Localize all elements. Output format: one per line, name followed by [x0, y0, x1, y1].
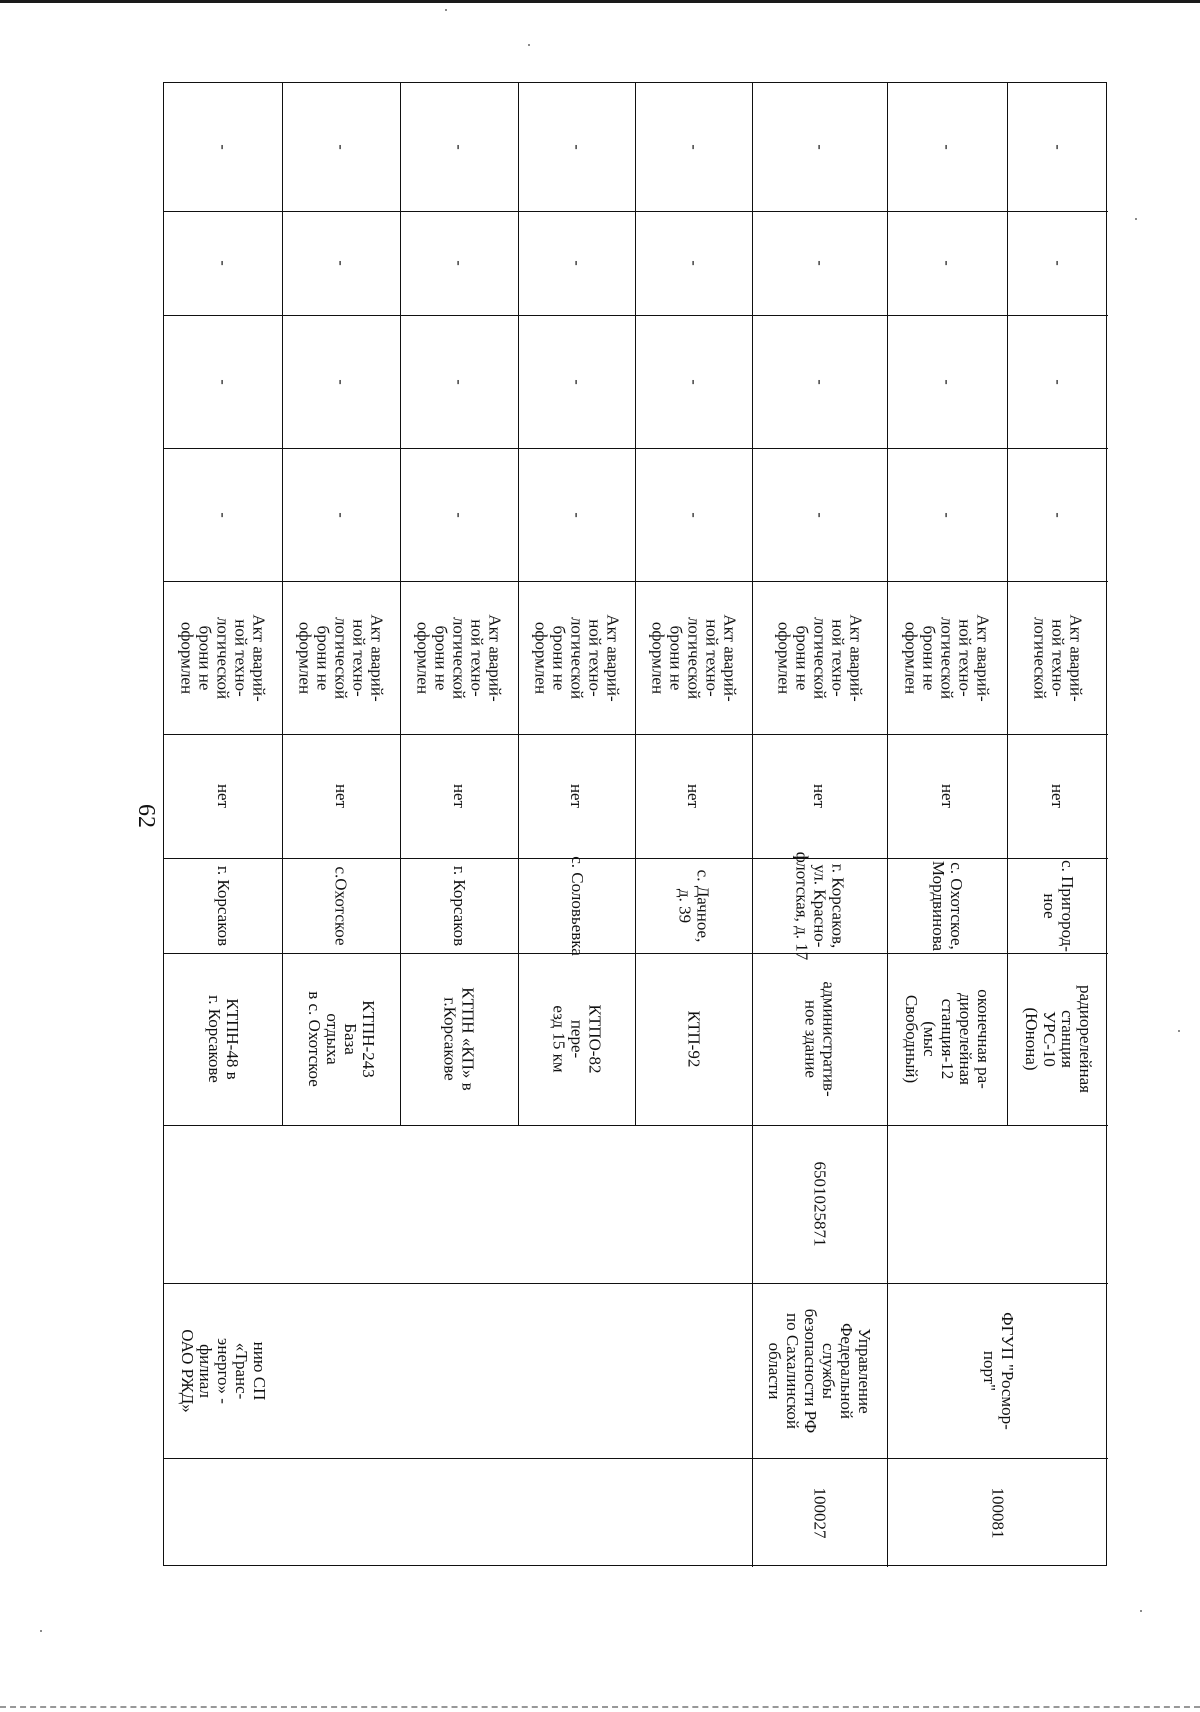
- cell-text: -: [568, 378, 586, 385]
- cell-text: нет: [213, 783, 233, 809]
- cell-text: -: [450, 144, 468, 150]
- cell-text: с. Соловьевка: [567, 855, 587, 956]
- cell-c10: [164, 211, 282, 315]
- cell-act: [887, 581, 1007, 734]
- cell-text: -: [214, 511, 232, 518]
- cell-text: -: [938, 511, 956, 518]
- cell-text: -: [568, 144, 586, 150]
- cell-text: -: [568, 260, 586, 266]
- cell-c10: [1007, 211, 1108, 315]
- cell-text: -: [214, 378, 232, 385]
- cell-c8: [635, 448, 752, 581]
- cell-address: [635, 858, 752, 953]
- cell-flag: [1007, 734, 1108, 858]
- cell-text: Акт аварий- ной техно- логической брони не оформлен: [902, 613, 993, 702]
- cell-text: -: [214, 260, 232, 266]
- scan-speck: [528, 44, 530, 46]
- scan-speck: [1178, 1030, 1180, 1032]
- cell-text: нет: [1048, 783, 1068, 809]
- cell-text: 100027: [810, 1487, 830, 1538]
- cell-text: г. Корсаков, ул. Красно- флотская, д. 17: [792, 851, 848, 960]
- cell-object: [752, 953, 887, 1125]
- cell-text: 100081: [988, 1487, 1008, 1538]
- cell-text: -: [332, 144, 350, 150]
- cell-c9: [887, 315, 1007, 448]
- cell-text: нет: [449, 783, 469, 809]
- cell-address: [887, 858, 1007, 953]
- cell-c9: [752, 315, 887, 448]
- cell-text: -: [938, 144, 956, 150]
- cell-text: -: [1049, 260, 1067, 266]
- cell-text: -: [938, 378, 956, 385]
- cell-text: -: [332, 511, 350, 518]
- cell-text: радиорелейная станция УРС-10 (Юнона): [1021, 985, 1095, 1093]
- cell-text: г. Корсаков: [214, 865, 233, 946]
- cell-text: -: [685, 511, 703, 518]
- cell-text: -: [685, 378, 703, 385]
- cell-org: [887, 1283, 1108, 1458]
- cell-c10: [752, 211, 887, 315]
- cell-text: Акт аварий- ной техно- логической брони не оформлен: [774, 613, 866, 702]
- cell-flag: [635, 734, 752, 858]
- cell-text: КТПН-243 База отдыха в с. Охотское: [305, 991, 378, 1087]
- cell-c8: [887, 448, 1007, 581]
- cell-text: нет: [684, 783, 704, 809]
- cell-c9: [282, 315, 400, 448]
- cell-c8: [1007, 448, 1108, 581]
- page-number: 62: [133, 804, 159, 828]
- cell-c11: [752, 83, 887, 211]
- cell-text: с. Пригород- ное: [1039, 859, 1077, 952]
- cell-object: [635, 953, 752, 1125]
- cell-text: -: [685, 260, 703, 266]
- cell-address: [752, 851, 887, 960]
- cell-act: [282, 581, 400, 734]
- rotated-table: [163, 82, 1107, 1566]
- cell-text: с.Охотское: [331, 865, 351, 946]
- cell-c9: [518, 315, 635, 448]
- cell-inn: [752, 1125, 887, 1283]
- cell-object: [282, 953, 400, 1125]
- cell-text: -: [811, 260, 829, 266]
- cell-act: [1007, 581, 1108, 734]
- cell-text: Акт аварий- ной техно- логической брони не оформлен: [296, 613, 387, 702]
- cell-flag: [752, 734, 887, 858]
- cell-text: Акт аварий- ной техно- логической брони не оформлен: [648, 613, 740, 702]
- cell-address: [518, 855, 635, 956]
- cell-text: -: [1049, 511, 1067, 518]
- cell-object: [1007, 953, 1108, 1125]
- cell-c10: [518, 211, 635, 315]
- cell-text: -: [450, 260, 468, 266]
- scan-speck: [1140, 1610, 1142, 1612]
- cell-c10: [887, 211, 1007, 315]
- cell-object: [518, 953, 635, 1125]
- cell-act: [164, 581, 282, 734]
- cell-text: г. Корсаков: [450, 865, 469, 946]
- cell-c10: [635, 211, 752, 315]
- cell-c8: [282, 448, 400, 581]
- scan-speck: [445, 9, 447, 11]
- cell-flag: [887, 734, 1007, 858]
- cell-object: [887, 953, 1007, 1125]
- cell-flag: [400, 734, 518, 858]
- cell-text: ФГУП "Росмор- порт": [979, 1311, 1017, 1430]
- cell-object: [400, 953, 518, 1125]
- cell-act: [635, 581, 752, 734]
- cell-c10: [400, 211, 518, 315]
- cell-c8: [752, 448, 887, 581]
- cell-act: [400, 581, 518, 734]
- cell-text: оконечная ра- диорелейная станция-12 (мыс Свободный): [902, 989, 993, 1089]
- cell-text: 6501025871: [810, 1161, 830, 1247]
- cell-c9: [400, 315, 518, 448]
- cell-text: административ- ное здание: [801, 981, 839, 1097]
- cell-address: [164, 858, 282, 953]
- cell-org: [164, 1283, 282, 1458]
- cell-text: КТП-92: [684, 1010, 704, 1068]
- cell-act: [752, 581, 887, 734]
- cell-text: нет: [937, 783, 957, 809]
- cell-address: [282, 858, 400, 953]
- cell-text: КТПН «КП» в г.Корсакове: [440, 987, 478, 1091]
- cell-text: -: [685, 144, 703, 150]
- cell-object: [164, 953, 282, 1125]
- cell-c11: [400, 83, 518, 211]
- cell-text: -: [811, 511, 829, 518]
- cell-text: нет: [331, 783, 351, 809]
- cell-address: [400, 858, 518, 953]
- cell-text: Управление Федеральной службы безопасности РФ по Сахалинской области: [765, 1308, 875, 1433]
- cell-act: [518, 581, 635, 734]
- cell-text: -: [450, 511, 468, 518]
- cell-flag: [282, 734, 400, 858]
- cell-text: Акт аварий- ной техно- логической брони не оформлен: [178, 613, 269, 702]
- scan-edge-top: [0, 0, 1200, 3]
- cell-c8: [518, 448, 635, 581]
- cell-text: Акт аварий- ной техно- логической: [1030, 613, 1086, 702]
- cell-text: КТПН-48 в г. Корсакове: [205, 995, 242, 1083]
- cell-c11: [1007, 83, 1108, 211]
- scan-speck: [1135, 218, 1137, 220]
- cell-c9: [1007, 315, 1108, 448]
- cell-text: -: [450, 378, 468, 385]
- cell-text: Акт аварий- ной техно- логической брони не оформлен: [414, 613, 505, 702]
- cell-address: [1007, 858, 1108, 953]
- field-separator: [164, 1125, 1108, 1126]
- cell-text: -: [214, 144, 232, 150]
- cell-c10: [282, 211, 400, 315]
- cell-text: с. Дачное, д. 39: [675, 869, 713, 942]
- cell-c11: [164, 83, 282, 211]
- cell-text: -: [332, 260, 350, 266]
- cell-text: -: [938, 260, 956, 266]
- cell-flag: [518, 734, 635, 858]
- cell-text: -: [1049, 144, 1067, 150]
- cell-text: -: [332, 378, 350, 385]
- cell-text: с. Охотское, Мордвинова: [928, 860, 966, 951]
- cell-text: КТПО-82 пере- езд 15 км: [549, 1004, 605, 1074]
- cell-org: [752, 1283, 887, 1458]
- scan-speck: [40, 1630, 42, 1632]
- cell-text: нет: [567, 783, 587, 809]
- cell-c9: [635, 315, 752, 448]
- cell-c11: [282, 83, 400, 211]
- cell-c11: [635, 83, 752, 211]
- scan-edge-bottom: [0, 1706, 1200, 1708]
- cell-c8: [400, 448, 518, 581]
- cell-text: -: [811, 378, 829, 385]
- cell-c11: [887, 83, 1007, 211]
- cell-text: -: [811, 144, 829, 150]
- cell-text: нию СП «Транс- энерго» - филиал ОАО РЖД»: [178, 1328, 269, 1413]
- cell-c9: [164, 315, 282, 448]
- cell-id: [887, 1458, 1108, 1567]
- cell-text: -: [568, 511, 586, 518]
- cell-flag: [164, 734, 282, 858]
- cell-text: Акт аварий- ной техно- логической брони не оформлен: [531, 613, 623, 702]
- cell-text: -: [1049, 378, 1067, 385]
- cell-c8: [164, 448, 282, 581]
- cell-c11: [518, 83, 635, 211]
- cell-id: [752, 1458, 887, 1567]
- cell-text: нет: [810, 783, 830, 809]
